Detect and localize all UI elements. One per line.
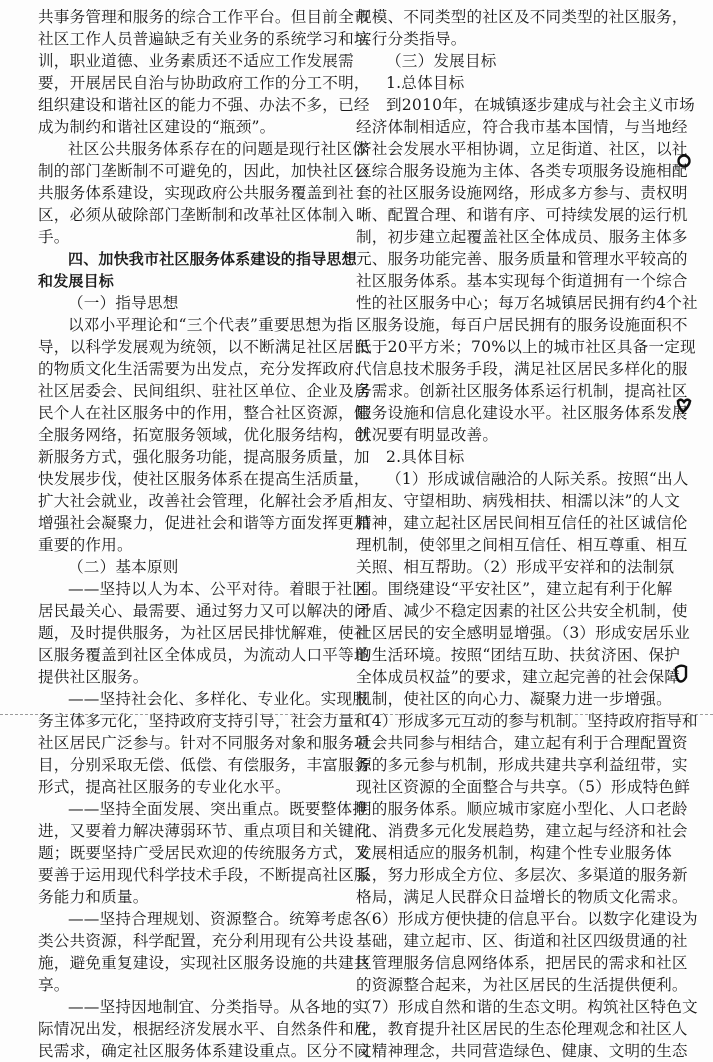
text-line: 经济体制相适应，符合我市基本国情，与当地经 bbox=[356, 118, 688, 136]
text-line: 组织建设和谐社区的能力不强、办法不多，已经 bbox=[38, 96, 370, 114]
text-line: 全服务网络，拓宽服务领域，优化服务结构，创 bbox=[38, 426, 370, 444]
right-column bbox=[356, 6, 698, 1062]
text-line: ——坚持以人为本、公平对待。着眼于社区 bbox=[68, 580, 369, 598]
text-line: 元、服务功能完善、服务质量和管理水平较高的 bbox=[356, 250, 688, 268]
text-line: （二）基本原则 bbox=[68, 558, 179, 576]
text-line: 相友、守望相助、病残相扶、相濡以沫”的人文 bbox=[356, 492, 681, 510]
text-line: 区服务设施，每百户居民拥有的服务设施面积不 bbox=[356, 316, 688, 334]
text-line: 文精神理念，共同营造绿色、健康、文明的生态 bbox=[356, 1042, 688, 1060]
text-line: 2.具体目标 bbox=[386, 448, 465, 466]
text-line: 规模、不同类型的社区及不同类型的社区服务， bbox=[356, 8, 688, 26]
text-line: 化、消费多元化发展趋势，建立起与经济和社会 bbox=[356, 822, 688, 840]
text-line: 目，分别采取无偿、低偿、有偿服务，丰富服务 bbox=[38, 756, 370, 774]
text-line: 发展相适应的服务机制，构建个性专业服务体 bbox=[356, 844, 672, 862]
text-line: 源的多元参与机制，形成共建共享利益纽带，实 bbox=[356, 756, 688, 774]
text-line: （1）形成诚信融洽的人际关系。按照“出人 bbox=[386, 470, 689, 488]
text-line: 务主体多元化，坚持政府支持引导，社会力量和 bbox=[38, 712, 370, 730]
text-line: 区综合服务设施为主体、各类专项服务设施相配 bbox=[356, 162, 688, 180]
text-line: 的生活环境。按照“团结互助、扶贫济困、保护 bbox=[356, 646, 681, 664]
text-line: 1.总体目标 bbox=[386, 74, 465, 92]
text-line: 制的部门垄断制不可避免的，因此，加快社区公 bbox=[38, 162, 370, 180]
text-line: 增强社会凝聚力，促进社会和谐等方面发挥更加 bbox=[38, 514, 370, 532]
text-line: （三）发展目标 bbox=[386, 52, 497, 70]
text-line: 格局，满足人民群众日益增长的物质文化需求。 bbox=[356, 888, 688, 906]
text-line: 社区居民的安全感明显增强。（3）形成安居乐业 bbox=[356, 624, 690, 642]
text-line: 扩大社会就业，改善社会管理，化解社会矛盾， bbox=[38, 492, 370, 510]
text-line: 社区居民广泛参与。针对不同服务对象和服务项 bbox=[38, 734, 370, 752]
text-line: 际情况出发，根据经济发展水平、自然条件和居 bbox=[38, 1020, 370, 1038]
text-line: 到2010年，在城镇逐步建成与社会主义市场 bbox=[386, 96, 695, 114]
text-line: 矛盾、减少不稳定因素的社区公共安全机制，使 bbox=[356, 602, 688, 620]
text-line: 低于20平方米；70%以上的城市社区具备一定现 bbox=[356, 338, 696, 356]
text-line: ——坚持全面发展、突出重点。既要整体推 bbox=[68, 800, 369, 818]
binding-hole-mark bbox=[672, 663, 690, 685]
text-line: 社区公共服务体系存在的问题是现行社区体 bbox=[68, 140, 369, 158]
text-line: 社区居委会、民间组织、驻社区单位、企业及居 bbox=[38, 382, 370, 400]
text-line: 全体成员权益”的要求，建立起完善的社会保障 bbox=[356, 668, 681, 686]
text-line: 施，避免重复建设，实现社区服务设施的共建共 bbox=[38, 954, 370, 972]
binding-hole-mark bbox=[675, 396, 693, 414]
text-line: 现社区资源的全面整合与共享。（5）形成特色鲜 bbox=[356, 778, 690, 796]
binding-hole-mark bbox=[676, 153, 692, 169]
text-line: 以邓小平理论和“三个代表”重要思想为指 bbox=[68, 316, 353, 334]
text-line: 明的服务体系。顺应城市家庭小型化、人口老龄 bbox=[356, 800, 688, 818]
text-line: 享。 bbox=[38, 976, 70, 994]
text-line: 导，以科学发展观为统领，以不断满足社区居民 bbox=[38, 338, 370, 356]
text-line: 四、加快我市社区服务体系建设的指导思想 bbox=[68, 250, 357, 268]
text-line: 基础，建立起市、区、街道和社区四级贯通的社 bbox=[356, 932, 688, 950]
fold-line bbox=[0, 714, 713, 715]
text-line: 重要的作用。 bbox=[38, 536, 133, 554]
text-line: 训，职业道德、业务素质还不适应工作发展需 bbox=[38, 52, 354, 70]
text-line: 务能力和质量。 bbox=[38, 888, 149, 906]
text-line: 社区服务体系。基本实现每个街道拥有一个综合 bbox=[356, 272, 688, 290]
text-line: （7）形成自然和谐的生态文明。构筑社区特色文 bbox=[356, 998, 698, 1016]
text-line: 进，又要着力解决薄弱环节、重点项目和关键问 bbox=[38, 822, 370, 840]
text-line: 制，初步建立起覆盖社区全体成员、服务主体多 bbox=[356, 228, 688, 246]
text-line: 的资源整合起来，为社区居民的生活提供便利。 bbox=[356, 976, 688, 994]
text-line: 理机制，使邻里之间相互信任、相互尊重、相互 bbox=[356, 536, 688, 554]
text-line: 提供社区服务。 bbox=[38, 668, 149, 686]
text-line: 济社会发展水平相协调，立足街道、社区，以社 bbox=[356, 140, 688, 158]
text-line: 实行分类指导。 bbox=[356, 30, 467, 48]
text-line: （4）形成多元互动的参与机制。坚持政府指导和 bbox=[356, 712, 698, 730]
text-line: 关照、相互帮助。（2）形成平安祥和的法制氛 bbox=[356, 558, 675, 576]
text-line: 区服务覆盖到社区全体成员，为流动人口平等地 bbox=[38, 646, 370, 664]
text-line: 居民最关心、最需要、通过努力又可以解决的问 bbox=[38, 602, 370, 620]
text-line: 社会共同参与相结合，建立起有利于合理配置资 bbox=[356, 734, 688, 752]
text-line: 化，教育提升社区居民的生态伦理观念和社区人 bbox=[356, 1020, 688, 1038]
text-line: ——坚持合理规划、资源整合。统筹考虑各 bbox=[68, 910, 369, 928]
text-line: 务需求。创新社区服务体系运行机制，提高社区 bbox=[356, 382, 688, 400]
text-line: 民需求，确定社区服务体系建设重点。区分不同 bbox=[38, 1042, 370, 1060]
text-line: 和发展目标 bbox=[38, 272, 115, 290]
text-line: 共事务管理和服务的综合工作平台。但目前全市 bbox=[38, 8, 370, 26]
text-line: 民个人在社区服务中的作用，整合社区资源，健 bbox=[38, 404, 370, 422]
text-line: （一）指导思想 bbox=[68, 294, 179, 312]
text-line: 晰、配置合理、和谐有序、可持续发展的运行机 bbox=[356, 206, 688, 224]
text-line: 新服务方式，强化服务功能，提高服务质量，加 bbox=[38, 448, 370, 466]
text-line: 状况要有明显改善。 bbox=[356, 426, 499, 444]
text-line: 代信息技术服务手段，满足社区居民多样化的服 bbox=[356, 360, 688, 378]
text-line: 题；既要坚持广受居民欢迎的传统服务方式，又 bbox=[38, 844, 370, 862]
text-line: 的物质文化生活需要为出发点，充分发挥政府、 bbox=[38, 360, 370, 378]
text-line: 要善于运用现代科学技术手段，不断提高社区服 bbox=[38, 866, 370, 884]
text-line: 性的社区服务中心；每万名城镇居民拥有约4个社 bbox=[356, 294, 698, 312]
text-line: 共服务体系建设，实现政府公共服务覆盖到社 bbox=[38, 184, 354, 202]
text-line: 服务设施和信息化建设水平。社区服务体系发展 bbox=[356, 404, 688, 422]
text-line: 快发展步伐，使社区服务体系在提高生活质量， bbox=[38, 470, 370, 488]
text-line: （6）形成方便快捷的信息平台。以数字化建设为 bbox=[356, 910, 698, 928]
left-column bbox=[38, 6, 370, 1062]
text-line: 区，必须从破除部门垄断制和改革社区体制入 bbox=[38, 206, 354, 224]
text-line: 精神，建立起社区居民间相互信任的社区诚信伦 bbox=[356, 514, 688, 532]
text-line: 成为制约和谐社区建设的“瓶颈”。 bbox=[38, 118, 276, 136]
text-line: 手。 bbox=[38, 228, 70, 246]
text-line: 形式，提高社区服务的专业化水平。 bbox=[38, 778, 291, 796]
text-line: ——坚持社会化、多样化、专业化。实现服 bbox=[68, 690, 369, 708]
text-line: 系，努力形成全方位、多层次、多渠道的服务新 bbox=[356, 866, 688, 884]
text-line: 机制，使社区的向心力、凝聚力进一步增强。 bbox=[356, 690, 672, 708]
text-line: 要，开展居民自治与协助政府工作的分工不明， bbox=[38, 74, 370, 92]
text-line: 区管理服务信息网络体系，把居民的需求和社区 bbox=[356, 954, 688, 972]
text-line: 围。围绕建设“平安社区”，建立起有利于化解 bbox=[356, 580, 673, 598]
text-line: 套的社区服务设施网络，形成多方参与、责权明 bbox=[356, 184, 688, 202]
text-line: 社区工作人员普遍缺乏有关业务的系统学习和培 bbox=[38, 30, 370, 48]
text-line: 类公共资源，科学配置，充分利用现有公共设 bbox=[38, 932, 354, 950]
text-line: ——坚持因地制宜、分类指导。从各地的实 bbox=[68, 998, 369, 1016]
text-line: 题，及时提供服务，为社区居民排忧解难，使社 bbox=[38, 624, 370, 642]
